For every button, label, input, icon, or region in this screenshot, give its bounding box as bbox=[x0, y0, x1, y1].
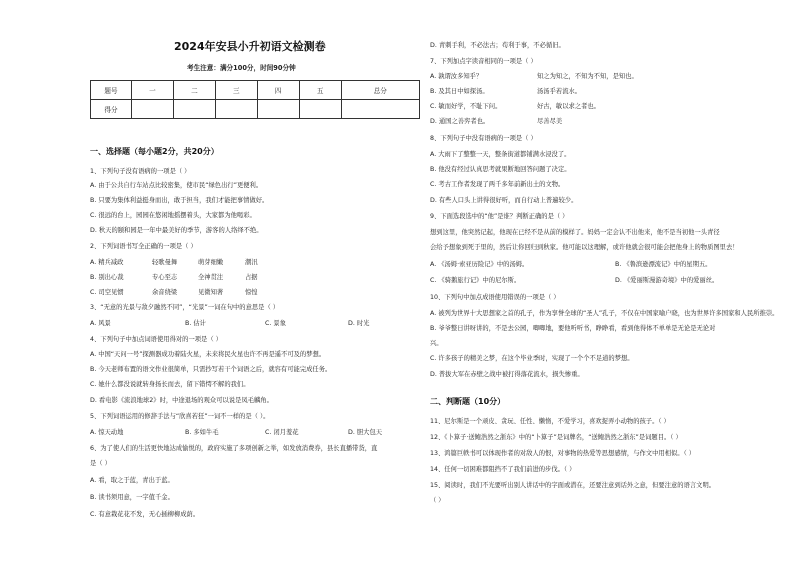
q10-option-d: D. 普拔大军在赤壁之战中被打得落花流水，损失惨重。 bbox=[430, 371, 584, 378]
q5-stem: 5、下列词语运用的修辞手法与“欣喜若狂”一词不一样的是（ ）。 bbox=[90, 413, 270, 420]
section-2-heading: 二、判断题（10分） bbox=[430, 397, 506, 406]
q6-option-d: D. 青刺手利，不必法古；苟利于事，不必循旧。 bbox=[430, 42, 565, 49]
q8-option-a: A. 大雨下了整整一天，整条街道都铺满水浸没了。 bbox=[430, 151, 571, 158]
q8-stem: 8、下列句子中没有语病的一项是（ ） bbox=[430, 135, 537, 142]
score-header-cell: 总分 bbox=[341, 81, 419, 100]
score-cell[interactable] bbox=[173, 100, 215, 119]
q6-option-b: B. 读书须用意，一字值千金。 bbox=[90, 494, 174, 501]
judge-item-13: 13、鸿篇巨帙书可以体现作者的对敌人的恨，对事物的热爱等思想感情，与作文中用相似。（ ） bbox=[430, 450, 696, 457]
q8-option-d: D. 有些人口头上讲得很好听，而自行动上普遍较少。 bbox=[430, 197, 578, 204]
q3-option-c: C. 景象 bbox=[265, 320, 286, 327]
score-cell[interactable] bbox=[299, 100, 341, 119]
q4-stem: 4、下列句子中加点词语使用得对的一项是（ ） bbox=[90, 336, 222, 343]
q5-option-d: D. 胆大包天 bbox=[348, 429, 383, 436]
q1-option-b: B. 只要为集体利益挺身而出，敢于担当，我们才能把事情做好。 bbox=[90, 197, 269, 204]
judge-item-11: 11、尼尔斯是一个顽皮、贪玩、任性、懒惰，不爱学习，喜欢捉弄小动物的孩子。（ ） bbox=[430, 418, 670, 425]
q9-stem: 9、下面选段选中的“他”是谁？判断正确的是（ ） bbox=[430, 213, 569, 220]
q7-cell: 知之为知之，不知为不知，是知也。 bbox=[537, 73, 638, 80]
score-cell[interactable] bbox=[341, 100, 419, 119]
q6-option-a: A. 看，取之于蓝，青出于蓝。 bbox=[90, 477, 174, 484]
q1-option-c: C. 很远的台上，园园在悠闲地摇摆着头，大家都为他喝彩。 bbox=[90, 212, 256, 219]
q1-option-d: D. 秋天的颐和园是一年中最美好的季节，游客的人络绎不绝。 bbox=[90, 227, 263, 234]
score-header-cell: 二 bbox=[173, 81, 215, 100]
q2-stem: 2、下列词语书写全正确的一项是（ ） bbox=[90, 243, 197, 250]
score-cell[interactable] bbox=[132, 100, 174, 119]
q7-cell: 尽善尽美 bbox=[537, 118, 563, 125]
q2-cell: A. 精兵减政 bbox=[90, 259, 124, 266]
q8-option-c: C. 考古工作者发现了两千多年前新出土的文物。 bbox=[430, 181, 565, 188]
q6-stem: 6、为了使人们的生活更快地达成愉悦的，政府实施了多项创新之举，如发放消费券，县长直播带货，直 bbox=[90, 445, 378, 452]
q10-option-b: B. 爷爷整日讲呀讲的，不是去公园，唧唧地，要他听听书，睁睁看，看到他得体不单单是无论是无论对 bbox=[430, 325, 716, 332]
q7-cell: A. 孰谓汝多知乎？ bbox=[430, 73, 483, 80]
q10-option-a: A. 被列为世界十大思想家之首的孔子，作为享誉全球的“圣人”孔子，不仅在中国家喻户晓，也为世界许多国家和人民所推崇。 bbox=[430, 310, 779, 317]
q1-option-a: A. 由于公共自行车站点比较密集，使市民“绿色出行”更便利。 bbox=[90, 182, 263, 189]
q5-option-c: C. 闭月羞花 bbox=[265, 429, 299, 436]
q9-passage-line: 会给予想象到死于里的，然后让你回归到秋家。他可能以这理解，或许他就会很可能会把他身上的物质图里去！ bbox=[430, 244, 739, 251]
score-table bbox=[90, 80, 420, 119]
q1-stem: 1、下列句子没有语病的一项是（ ） bbox=[90, 168, 191, 175]
q3-stem: 3、“无意的光景与敌夕融然不同”，“光景”一词在句中的意思是（ ） bbox=[90, 304, 280, 311]
judge-item-15-answer[interactable]: （ ） bbox=[430, 497, 445, 504]
q10-option-c: C. 许多孩子的精美之梦，在这个毕业季时，实现了一个个不足道的梦想。 bbox=[430, 355, 634, 362]
q2-cell: 全神贯注 bbox=[198, 274, 224, 281]
judge-item-12: 12、《卜算子·送鲍浩然之浙东》中的“卜算子”是词牌名，“送鲍浩然之浙东”是词题目。（ ） bbox=[430, 434, 682, 441]
q2-cell: 潮汛 bbox=[245, 259, 258, 266]
q4-option-c: C. 她什么都没说就转身扬长而去，留下错愕不解的我们。 bbox=[90, 381, 250, 388]
q2-cell: 见微知著 bbox=[198, 289, 224, 296]
q9-option-d: D. 《爱丽斯漫游奇境》中的爱丽丝。 bbox=[615, 277, 719, 284]
judge-item-15: 15、阅读时，我们不光要听出别人讲话中的字面或潜在，还要注意到话外之意，但要注意的语言文明。 bbox=[430, 482, 716, 489]
q8-option-b: B. 他没有经过认真思考就果断地回答问题了决定。 bbox=[430, 166, 571, 173]
q7-cell: 汤汤乎若流水。 bbox=[537, 88, 582, 95]
q9-option-a: A. 《汤姆·索亚历险记》中的汤姆。 bbox=[430, 261, 529, 268]
q3-option-a: A. 风景 bbox=[90, 320, 111, 327]
page-title: 2024年安县小升初语文检测卷 bbox=[174, 40, 326, 53]
q9-passage-line: 想到这里，他突然记起，他现在已经不是从前的模样了。妈妈一定会认不出他来，他不是当初他一头青径 bbox=[430, 229, 720, 236]
q3-option-b: B. 估计 bbox=[185, 320, 206, 327]
q4-option-a: A. 中国“天问一号”探测器成功着陆火星，未来将民火星也许不再是遥不可及的梦想。 bbox=[90, 351, 326, 358]
q6-option-c: C. 有意栽花花不发，无心插柳柳成荫。 bbox=[90, 511, 200, 518]
q7-cell: 好古，敏以求之者也。 bbox=[537, 103, 600, 110]
q10-option-b-cont: 兴。 bbox=[430, 340, 443, 347]
q6-stem-cont: 是（ ） bbox=[90, 460, 111, 467]
q2-cell: 专心至志 bbox=[152, 274, 178, 281]
q2-cell: B. 别出心裁 bbox=[90, 274, 124, 281]
q2-cell: 萌芽细嫩 bbox=[198, 259, 224, 266]
exam-notice: 考生注意：满分100分，时间90分钟 bbox=[187, 64, 296, 72]
q5-option-b: B. 多如牛毛 bbox=[185, 429, 219, 436]
q4-option-d: D. 看电影《流浪地球2》时，中途退场的观众可以说是凤毛麟角。 bbox=[90, 397, 273, 404]
q9-option-c: C. 《骑鹅旅行记》中的尼尔斯。 bbox=[430, 277, 521, 284]
q2-cell: 惊惶 bbox=[245, 289, 258, 296]
score-cell[interactable] bbox=[257, 100, 299, 119]
q3-option-d: D. 时光 bbox=[348, 320, 370, 327]
q7-cell: D. 通国之善弈者也。 bbox=[430, 118, 490, 125]
q2-cell: 轻歌曼舞 bbox=[152, 259, 178, 266]
score-header-cell: 题号 bbox=[91, 81, 132, 100]
score-row-label: 得分 bbox=[91, 100, 132, 119]
score-header-cell: 一 bbox=[132, 81, 174, 100]
q2-cell: 余音绕梁 bbox=[152, 289, 178, 296]
score-header-cell: 三 bbox=[215, 81, 257, 100]
score-header-cell: 四 bbox=[257, 81, 299, 100]
q7-stem: 7、下列加点字读音相同的一项是（ ） bbox=[430, 58, 537, 65]
q2-cell: C. 司空见惯 bbox=[90, 289, 124, 296]
score-header-cell: 五 bbox=[299, 81, 341, 100]
q2-cell: 占据 bbox=[245, 274, 258, 281]
score-cell[interactable] bbox=[215, 100, 257, 119]
q4-option-b: B. 今天老师布置的语文作业很简单，只需抄写若干个词语之后，就容有可能完成任务。 bbox=[90, 366, 332, 373]
q7-cell: C. 敏而好学，不耻下问。 bbox=[430, 103, 502, 110]
section-1-heading: 一、选择题（每小题2分，共20分） bbox=[90, 147, 219, 156]
q9-option-b: B. 《鲁滨逊漂流记》中的星期五。 bbox=[615, 261, 712, 268]
q5-option-a: A. 惊天动地 bbox=[90, 429, 124, 436]
q10-stem: 10、下列句中加点成语使用错误的一项是（ ） bbox=[430, 294, 560, 301]
judge-item-14: 14、任何一切困难都阻挡不了我们前进的步伐。（ ） bbox=[430, 466, 576, 473]
q7-cell: B. 及其日中如探汤。 bbox=[430, 88, 489, 95]
